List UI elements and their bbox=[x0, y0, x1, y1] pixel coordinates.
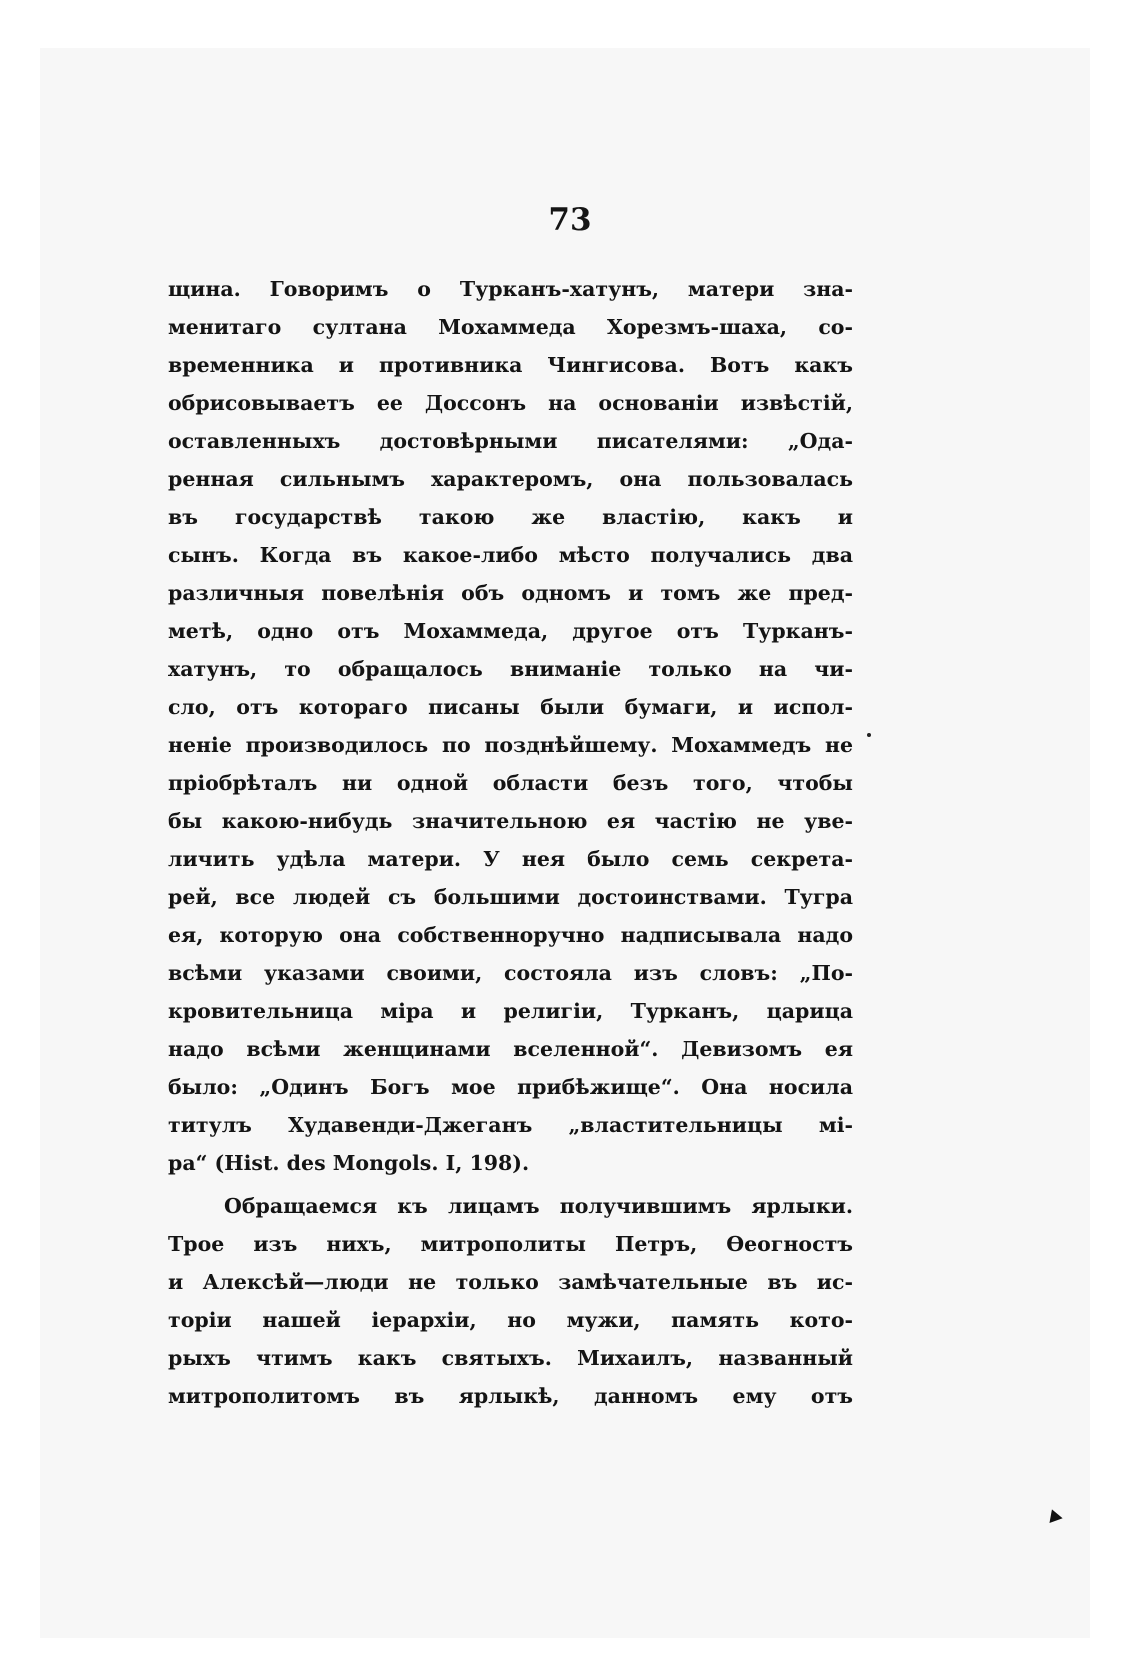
text-line: въ государствѣ такою же властію, какъ и bbox=[168, 505, 853, 529]
text-line: различныя повелѣнія объ одномъ и томъ же пред- bbox=[168, 581, 853, 605]
text-line: временника и противника Чингисова. Вотъ какъ bbox=[168, 353, 853, 377]
text-line: сло, отъ котораго писаны были бумаги, и испол- bbox=[168, 695, 853, 719]
text-line: хатунъ, то обращалось вниманіе только на чи- bbox=[168, 657, 853, 681]
text-line-last: ра“ (Hist. des Mongols. I, 198). bbox=[168, 1151, 530, 1175]
text-line-indented: Обращаемся къ лицамъ получившимъ ярлыки. bbox=[224, 1194, 853, 1218]
text-line: рей, все людей съ большими достоинствами. Тугра bbox=[168, 885, 853, 909]
text-line: торіи нашей іерархіи, но мужи, память кото- bbox=[168, 1308, 853, 1332]
text-line: бы какою-нибудь значительною ея частію не уве- bbox=[168, 809, 853, 833]
text-line: обрисовываетъ ее Доссонъ на основаніи извѣстій, bbox=[168, 391, 853, 415]
text-line: и Алексѣй—люди не только замѣчательные въ ис- bbox=[168, 1270, 853, 1294]
text-line: митрополитомъ въ ярлыкѣ, данномъ ему отъ bbox=[168, 1384, 853, 1408]
text-line: неніе производилось по позднѣйшему. Мохаммедъ не bbox=[168, 733, 853, 757]
text-line: личить удѣла матери. У нея было семь секрета- bbox=[168, 847, 853, 871]
text-line: надо всѣми женщинами вселенной“. Девизомъ ея bbox=[168, 1037, 853, 1061]
text-line: всѣми указами своими, состояла изъ словъ: „По- bbox=[168, 961, 853, 985]
page-number: 73 bbox=[548, 202, 592, 238]
print-speck bbox=[867, 733, 871, 737]
text-line: ея, которую она собственноручно надписывала надо bbox=[168, 923, 853, 947]
text-line: Трое изъ нихъ, митрополиты Петръ, Ѳеогностъ bbox=[168, 1232, 853, 1256]
text-line: пріобрѣталъ ни одной области безъ того, чтобы bbox=[168, 771, 853, 795]
text-line: рыхъ чтимъ какъ святыхъ. Михаилъ, названный bbox=[168, 1346, 853, 1370]
text-line: оставленныхъ достовѣрными писателями: „Ода- bbox=[168, 429, 853, 453]
text-line: менитаго султана Мохаммеда Хорезмъ-шаха, со- bbox=[168, 315, 853, 339]
text-line: кровительница міра и религіи, Турканъ, царица bbox=[168, 999, 853, 1023]
text-line: было: „Одинъ Богъ мое прибѣжище“. Она носила bbox=[168, 1075, 853, 1099]
text-line: ренная сильнымъ характеромъ, она пользовалась bbox=[168, 467, 853, 491]
text-line: титулъ Худавенди-Джеганъ „властительницы мі- bbox=[168, 1113, 853, 1137]
text-line: сынъ. Когда въ какое-либо мѣсто получались два bbox=[168, 543, 853, 567]
text-line: метѣ, одно отъ Мохаммеда, другое отъ Турканъ- bbox=[168, 619, 853, 643]
text-line: щина. Говоримъ о Турканъ-хатунъ, матери зна- bbox=[168, 277, 853, 301]
body-text bbox=[168, 270, 853, 1415]
